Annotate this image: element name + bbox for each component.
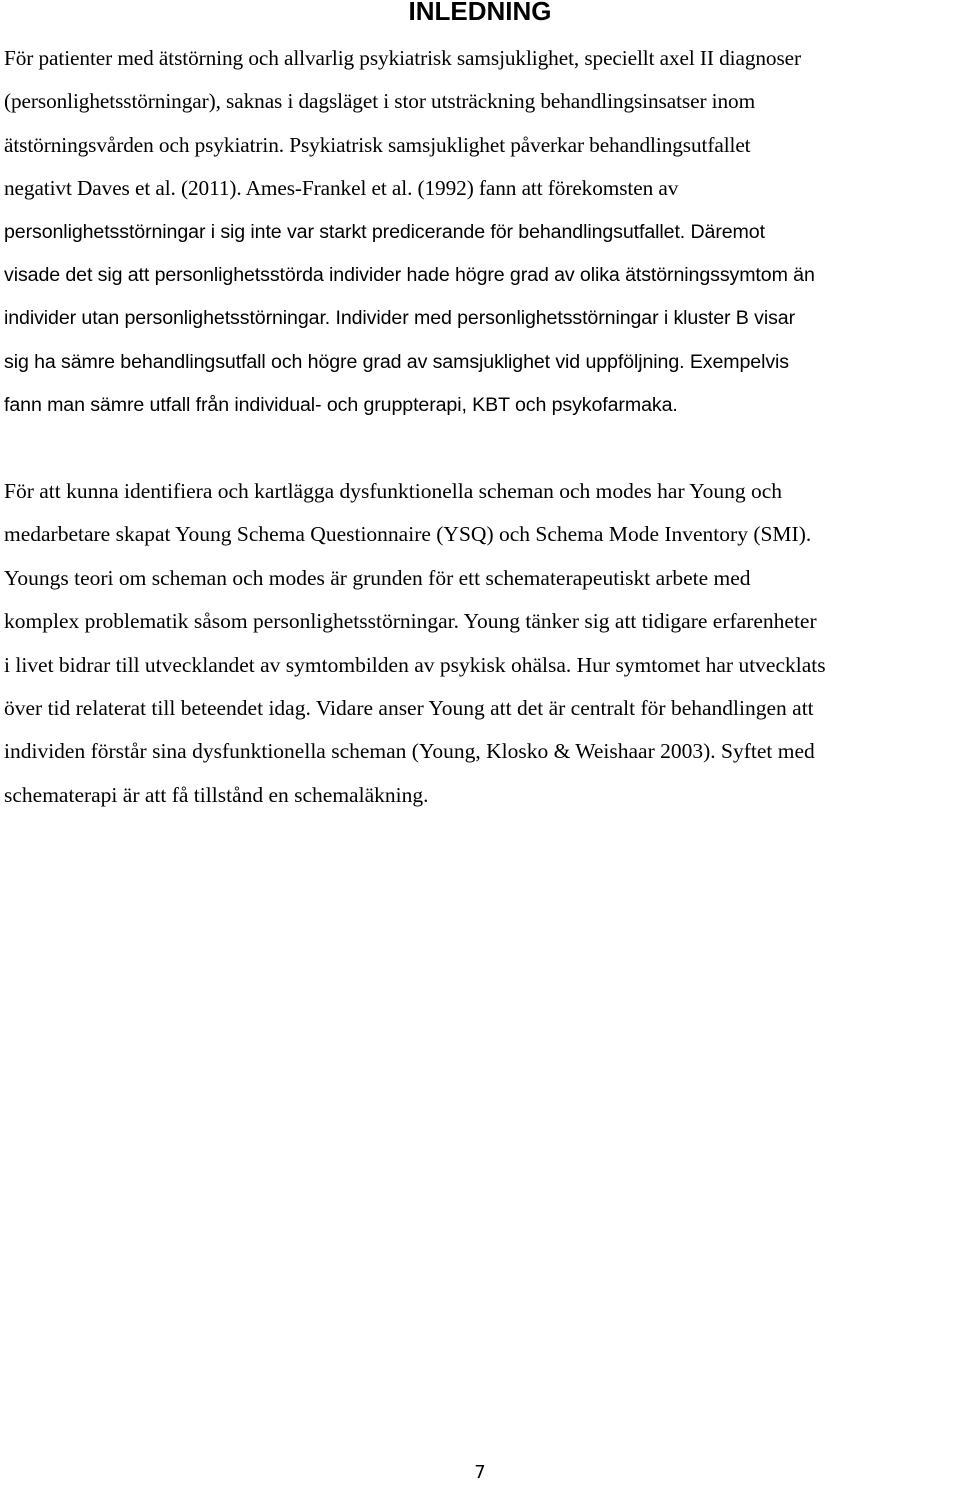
paragraph-line: komplex problematik såsom personlighetsstörningar. Young tänker sig att tidigare erfarenheter — [4, 609, 817, 634]
paragraph-line: individer utan personlighetsstörningar. Individer med personlighetsstörningar i kluster B visar — [4, 307, 795, 330]
page-title: INLEDNING — [408, 0, 552, 26]
paragraph-line: För att kunna identifiera och kartlägga dysfunktionella scheman och modes har Young och — [4, 479, 782, 503]
paragraph-intro — [4, 37, 956, 428]
paragraph-line: schematerapi är att få tillstånd en schemaläkning. — [4, 782, 429, 807]
paragraph-line: visade det sig att personlighetsstörda individer hade högre grad av olika ätstörningssymtom än — [4, 264, 815, 287]
paragraph-line: negativt Daves et al. (2011). Ames-Frankel et al. (1992) fann att förekomsten av — [4, 176, 679, 201]
paragraph-line: individen förstår sina dysfunktionella scheman (Young, Klosko & Weishaar 2003). Syftet med — [4, 739, 815, 764]
paragraph-line: fann man sämre utfall från individual- och gruppterapi, KBT och psykofarmaka. — [4, 394, 678, 417]
paragraph-line: sig ha sämre behandlingsutfall och högre grad av samsjuklighet vid uppföljning. Exempelvis — [4, 350, 789, 373]
paragraph-line: Youngs teori om scheman och modes är grunden för ett schematerapeutiskt arbete med — [4, 565, 751, 590]
paragraph-line: (personlighetsstörningar), saknas i dagsläget i stor utsträckning behandlingsinsatser inom — [4, 89, 756, 114]
paragraph-line: ätstörningsvården och psykiatrin. Psykiatrisk samsjuklighet påverkar behandlingsutfallet — [4, 132, 751, 157]
page-number: 7 — [474, 1462, 486, 1483]
paragraph-line: För patienter med ätstörning och allvarlig psykiatrisk samsjuklighet, speciellt axel II diagnoser — [4, 46, 802, 70]
paragraph-line: personlighetsstörningar i sig inte var starkt predicerande för behandlingsutfallet. Däremot — [4, 220, 765, 243]
paragraph-schema — [4, 470, 956, 817]
paragraph-line: i livet bidrar till utvecklandet av symtombilden av psykisk ohälsa. Hur symtomet har utvecklats — [4, 652, 826, 677]
paragraph-line: medarbetare skapat Young Schema Questionnaire (YSQ) och Schema Mode Inventory (SMI). — [4, 522, 812, 547]
paragraph-line: över tid relaterat till beteendet idag. Vidare anser Young att det är centralt för behandlingen att — [4, 696, 814, 721]
